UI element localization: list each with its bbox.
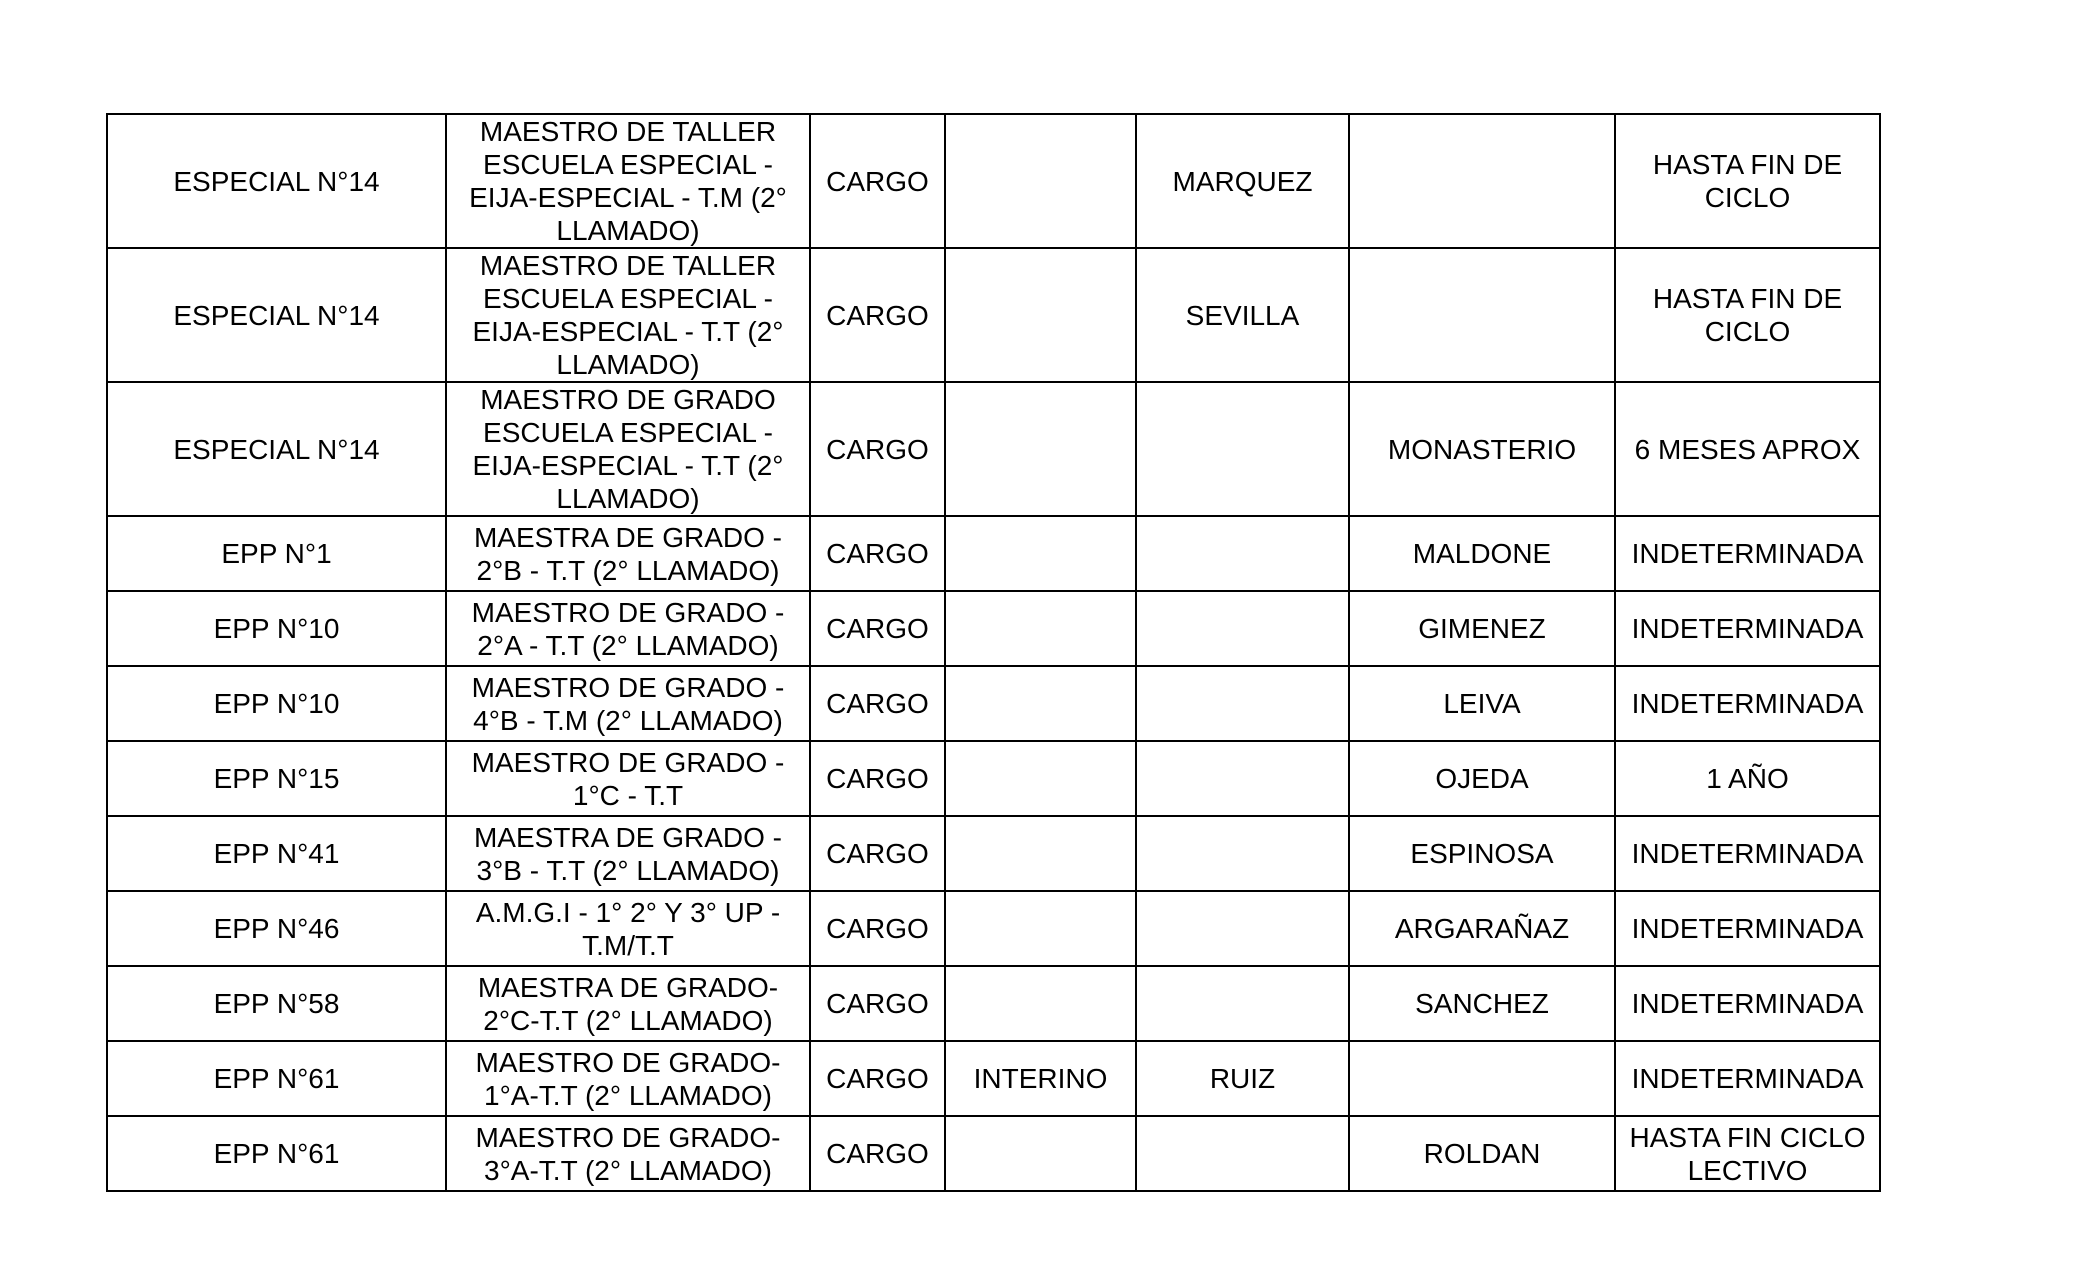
table-row bbox=[107, 816, 1880, 891]
table-row bbox=[107, 382, 1880, 516]
school-cell: ESPECIAL N°14 bbox=[107, 248, 446, 382]
teacher-cell-a: RUIZ bbox=[1136, 1041, 1349, 1116]
teacher-cell-a bbox=[1136, 666, 1349, 741]
teacher-cell-a bbox=[1136, 966, 1349, 1041]
duration-cell: INDETERMINADA bbox=[1615, 516, 1880, 591]
type-cell: CARGO bbox=[810, 816, 945, 891]
table-row bbox=[107, 114, 1880, 248]
position-description-cell: MAESTRO DE TALLER ESCUELA ESPECIAL - EIJA-ESPECIAL - T.T (2° LLAMADO) bbox=[446, 248, 810, 382]
table-row bbox=[107, 516, 1880, 591]
teacher-cell-b: MONASTERIO bbox=[1349, 382, 1615, 516]
school-cell: EPP N°58 bbox=[107, 966, 446, 1041]
teacher-cell-a bbox=[1136, 741, 1349, 816]
designations-table bbox=[106, 113, 1881, 1192]
duration-cell: 6 MESES APROX bbox=[1615, 382, 1880, 516]
status-cell bbox=[945, 248, 1136, 382]
teacher-cell-b: GIMENEZ bbox=[1349, 591, 1615, 666]
type-cell: CARGO bbox=[810, 591, 945, 666]
teacher-cell-b: SANCHEZ bbox=[1349, 966, 1615, 1041]
duration-cell: INDETERMINADA bbox=[1615, 966, 1880, 1041]
position-description-cell: MAESTRO DE GRADO-1°A-T.T (2° LLAMADO) bbox=[446, 1041, 810, 1116]
duration-cell: INDETERMINADA bbox=[1615, 591, 1880, 666]
teacher-cell-a bbox=[1136, 816, 1349, 891]
type-cell: CARGO bbox=[810, 1116, 945, 1191]
teacher-cell-b bbox=[1349, 248, 1615, 382]
type-cell: CARGO bbox=[810, 666, 945, 741]
school-cell: ESPECIAL N°14 bbox=[107, 114, 446, 248]
teacher-cell-b: OJEDA bbox=[1349, 741, 1615, 816]
teacher-cell-a bbox=[1136, 891, 1349, 966]
table-row bbox=[107, 666, 1880, 741]
position-description-cell: MAESTRO DE TALLER ESCUELA ESPECIAL - EIJA-ESPECIAL - T.M (2° LLAMADO) bbox=[446, 114, 810, 248]
teacher-cell-b: ROLDAN bbox=[1349, 1116, 1615, 1191]
type-cell: CARGO bbox=[810, 516, 945, 591]
type-cell: CARGO bbox=[810, 114, 945, 248]
type-cell: CARGO bbox=[810, 966, 945, 1041]
duration-cell: INDETERMINADA bbox=[1615, 816, 1880, 891]
status-cell bbox=[945, 891, 1136, 966]
status-cell bbox=[945, 741, 1136, 816]
table-row bbox=[107, 1116, 1880, 1191]
position-description-cell: MAESTRO DE GRADO ESCUELA ESPECIAL - EIJA-ESPECIAL - T.T (2° LLAMADO) bbox=[446, 382, 810, 516]
table-row bbox=[107, 891, 1880, 966]
school-cell: EPP N°61 bbox=[107, 1116, 446, 1191]
teacher-cell-a: MARQUEZ bbox=[1136, 114, 1349, 248]
teacher-cell-a bbox=[1136, 1116, 1349, 1191]
teacher-cell-a: SEVILLA bbox=[1136, 248, 1349, 382]
type-cell: CARGO bbox=[810, 1041, 945, 1116]
duration-cell: INDETERMINADA bbox=[1615, 891, 1880, 966]
status-cell bbox=[945, 966, 1136, 1041]
school-cell: EPP N°10 bbox=[107, 591, 446, 666]
status-cell: INTERINO bbox=[945, 1041, 1136, 1116]
duration-cell: INDETERMINADA bbox=[1615, 1041, 1880, 1116]
teacher-cell-b: ESPINOSA bbox=[1349, 816, 1615, 891]
teacher-cell-a bbox=[1136, 591, 1349, 666]
teacher-cell-b: LEIVA bbox=[1349, 666, 1615, 741]
position-description-cell: A.M.G.I - 1° 2° Y 3° UP - T.M/T.T bbox=[446, 891, 810, 966]
school-cell: ESPECIAL N°14 bbox=[107, 382, 446, 516]
school-cell: EPP N°61 bbox=[107, 1041, 446, 1116]
duration-cell: 1 AÑO bbox=[1615, 741, 1880, 816]
status-cell bbox=[945, 591, 1136, 666]
teacher-cell-b bbox=[1349, 114, 1615, 248]
table-body bbox=[107, 114, 1880, 1191]
type-cell: CARGO bbox=[810, 248, 945, 382]
position-description-cell: MAESTRA DE GRADO - 2°B - T.T (2° LLAMADO) bbox=[446, 516, 810, 591]
status-cell bbox=[945, 1116, 1136, 1191]
status-cell bbox=[945, 516, 1136, 591]
teacher-cell-a bbox=[1136, 516, 1349, 591]
school-cell: EPP N°41 bbox=[107, 816, 446, 891]
position-description-cell: MAESTRA DE GRADO-2°C-T.T (2° LLAMADO) bbox=[446, 966, 810, 1041]
teacher-cell-b: MALDONE bbox=[1349, 516, 1615, 591]
school-cell: EPP N°1 bbox=[107, 516, 446, 591]
duration-cell: HASTA FIN CICLO LECTIVO bbox=[1615, 1116, 1880, 1191]
position-description-cell: MAESTRO DE GRADO - 4°B - T.M (2° LLAMADO) bbox=[446, 666, 810, 741]
teacher-cell-a bbox=[1136, 382, 1349, 516]
position-description-cell: MAESTRO DE GRADO - 1°C - T.T bbox=[446, 741, 810, 816]
position-description-cell: MAESTRO DE GRADO - 2°A - T.T (2° LLAMADO) bbox=[446, 591, 810, 666]
status-cell bbox=[945, 382, 1136, 516]
type-cell: CARGO bbox=[810, 741, 945, 816]
duration-cell: INDETERMINADA bbox=[1615, 666, 1880, 741]
teacher-cell-b bbox=[1349, 1041, 1615, 1116]
status-cell bbox=[945, 114, 1136, 248]
duration-cell: HASTA FIN DE CICLO bbox=[1615, 248, 1880, 382]
position-description-cell: MAESTRO DE GRADO-3°A-T.T (2° LLAMADO) bbox=[446, 1116, 810, 1191]
table-row bbox=[107, 591, 1880, 666]
school-cell: EPP N°10 bbox=[107, 666, 446, 741]
type-cell: CARGO bbox=[810, 891, 945, 966]
position-description-cell: MAESTRA DE GRADO - 3°B - T.T (2° LLAMADO) bbox=[446, 816, 810, 891]
type-cell: CARGO bbox=[810, 382, 945, 516]
table-row bbox=[107, 966, 1880, 1041]
table-row bbox=[107, 741, 1880, 816]
table-row bbox=[107, 248, 1880, 382]
status-cell bbox=[945, 666, 1136, 741]
school-cell: EPP N°46 bbox=[107, 891, 446, 966]
table-row bbox=[107, 1041, 1880, 1116]
status-cell bbox=[945, 816, 1136, 891]
teacher-cell-b: ARGARAÑAZ bbox=[1349, 891, 1615, 966]
duration-cell: HASTA FIN DE CICLO bbox=[1615, 114, 1880, 248]
school-cell: EPP N°15 bbox=[107, 741, 446, 816]
